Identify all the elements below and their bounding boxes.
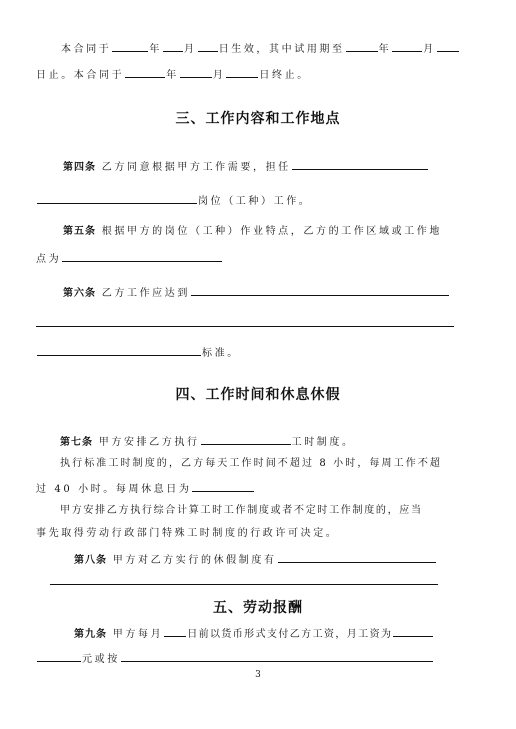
- blank-field[interactable]: [180, 66, 212, 78]
- article-4-line-1: [63, 158, 429, 175]
- article-6-label: 第六条: [63, 288, 96, 299]
- blank-field[interactable]: [112, 40, 148, 52]
- blank-field[interactable]: [346, 40, 378, 52]
- blank-field[interactable]: [163, 40, 183, 52]
- article-7-label: 第七条: [60, 437, 93, 448]
- term-text-b: 年: [149, 44, 163, 55]
- article-7-text-line-5: 事先取得劳动行政部门特殊工时制度的行政许可决定。: [36, 528, 339, 539]
- term-text-i: 月: [212, 70, 226, 81]
- article-9-line-1: [74, 625, 434, 642]
- article-4-text-b: 岗位（工种）工作。: [198, 196, 312, 207]
- page-number: 3: [255, 670, 261, 680]
- article-9-text-c: 元或按: [82, 654, 120, 665]
- blank-field[interactable]: [198, 40, 218, 52]
- blank-field[interactable]: [121, 650, 433, 662]
- term-text-j: 日终止。: [259, 70, 310, 81]
- article-7-line-4: [60, 504, 423, 518]
- blank-field[interactable]: [37, 192, 197, 204]
- blank-field[interactable]: [437, 40, 459, 52]
- blank-field[interactable]: [192, 480, 254, 492]
- article-5-text-a: 根据甲方的岗位（工种）作业特点，乙方的工作区域或工作地: [101, 226, 442, 237]
- section-3-heading: 三、工作内容和工作地点: [175, 111, 341, 127]
- section-4-heading: 四、工作时间和休息休假: [175, 387, 341, 403]
- article-7-text-a: 甲方安排乙方执行: [98, 437, 200, 448]
- term-text-a: 本合同于: [61, 44, 112, 55]
- term-line-1: [61, 40, 460, 57]
- article-4-line-2: [36, 192, 311, 209]
- article-4-label: 第四条: [63, 162, 96, 173]
- blank-field[interactable]: [62, 250, 222, 262]
- blank-field[interactable]: [37, 650, 81, 662]
- article-7-text-line-2: 执行标准工时制度的，乙方每天工作时间不超过 8 小时，每周工作不超: [60, 458, 443, 469]
- article-9-line-2: [36, 650, 434, 667]
- article-4-text-a: 乙方同意根据甲方工作需要，担任: [101, 162, 291, 173]
- article-8-continuation-blank[interactable]: [50, 584, 438, 585]
- article-8-text-a: 甲方对乙方实行的休假制度有: [112, 555, 277, 566]
- term-text-f: 月: [423, 44, 436, 55]
- article-7-text-line-3: 过 40 小时。每周休息日为: [36, 484, 192, 495]
- blank-field[interactable]: [191, 284, 449, 296]
- article-7-text-b: 工时制度。: [291, 437, 355, 448]
- blank-field[interactable]: [37, 344, 201, 356]
- blank-field[interactable]: [201, 433, 291, 445]
- article-5-line-2: [36, 250, 223, 267]
- article-7-line-5: [36, 527, 338, 541]
- article-9-label: 第九条: [74, 629, 107, 640]
- blank-field[interactable]: [393, 625, 433, 637]
- blank-field[interactable]: [392, 40, 422, 52]
- blank-field[interactable]: [292, 158, 428, 170]
- article-5-label: 第五条: [63, 226, 96, 237]
- section-5-heading: 五、劳动报酬: [213, 600, 303, 616]
- term-text-c: 月: [184, 44, 197, 55]
- article-5-text-b: 点为: [36, 254, 62, 265]
- article-8-label: 第八条: [74, 555, 107, 566]
- term-text-e: 年: [378, 44, 392, 55]
- term-text-h: 年: [166, 70, 179, 81]
- article-7-line-2: [60, 457, 442, 471]
- article-6-line-1: [63, 284, 450, 301]
- blank-field[interactable]: [226, 66, 258, 78]
- article-6-continuation-blank[interactable]: [36, 326, 454, 327]
- article-7-text-line-4: 甲方安排乙方执行综合计算工时工作制度或者不定时工作制度的，应当: [60, 505, 423, 516]
- blank-field[interactable]: [278, 551, 436, 563]
- article-9-text-b: 日前以货币形式支付乙方工资，月工资为: [187, 629, 393, 640]
- article-7-line-1: [60, 433, 355, 450]
- article-5-line-1: [63, 225, 442, 239]
- article-6-text-a: 乙方工作应达到: [101, 288, 190, 299]
- article-9-text-a: 甲方每月: [112, 629, 164, 640]
- term-line-2: [36, 66, 310, 83]
- article-8-line-1: [74, 551, 437, 568]
- term-text-d: 日生效，其中试用期至: [218, 44, 345, 55]
- term-text-g: 日止。本合同于: [36, 70, 125, 81]
- article-6-line-3: [36, 344, 240, 361]
- article-6-text-b: 标准。: [202, 348, 240, 359]
- article-7-line-3: [36, 480, 255, 497]
- blank-field[interactable]: [125, 66, 165, 78]
- blank-field[interactable]: [164, 625, 186, 637]
